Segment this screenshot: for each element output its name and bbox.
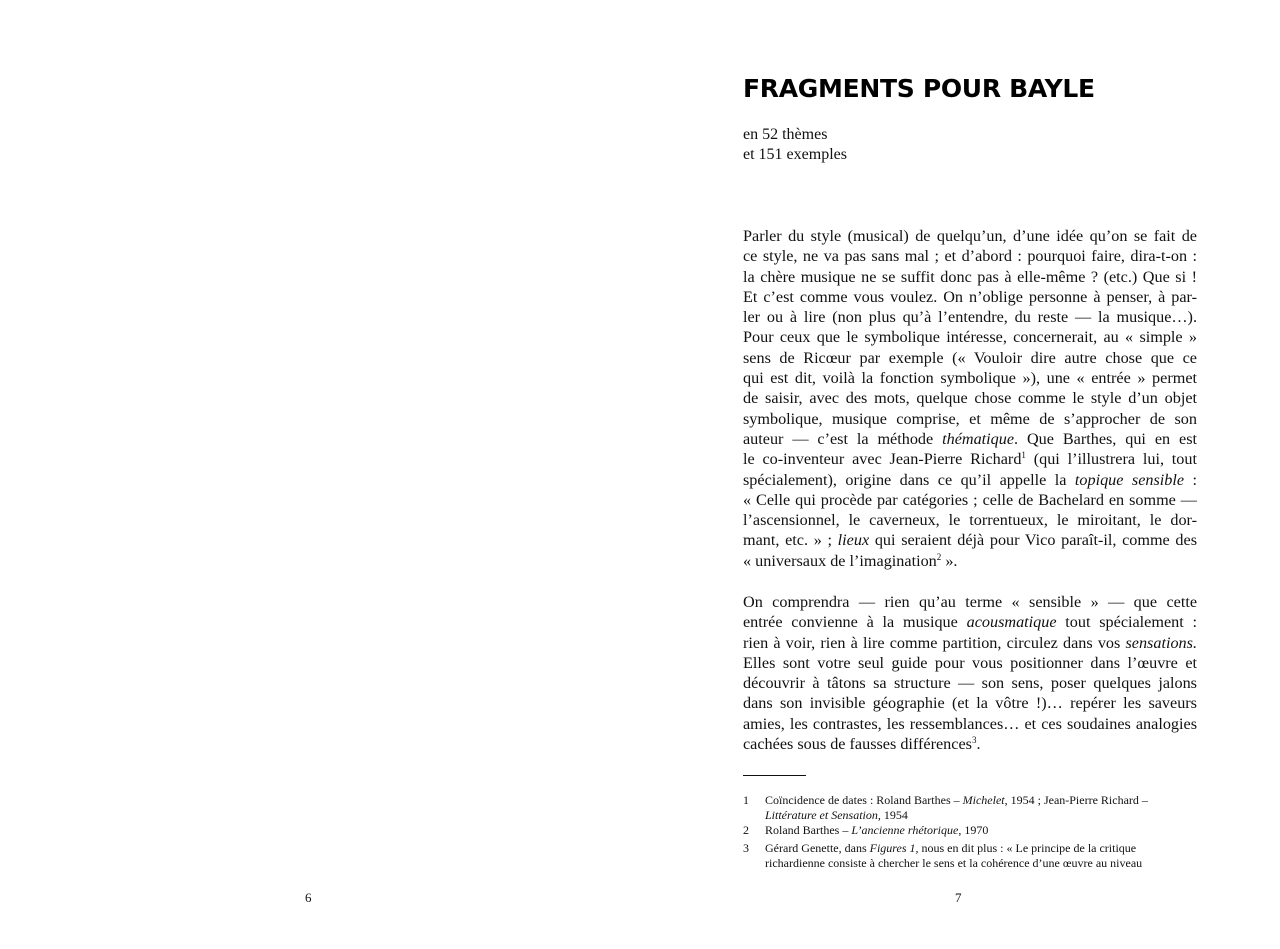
text-line — [743, 551, 1197, 571]
text-run: . Que Barthes, qui en est — [1014, 429, 1197, 448]
text-line — [743, 226, 1197, 246]
text-run: découvrir à tâtons sa structure — son sens, poser quelques jalons — [743, 674, 1197, 693]
text-run: . — [976, 735, 981, 754]
text-run: , 1954 — [877, 808, 908, 822]
text-run: qui est dit, voilà la fonction symbolique »), une « entrée » permet — [743, 369, 1197, 388]
text-line — [743, 388, 1197, 408]
body-paragraph — [743, 592, 1197, 754]
text-run: le co-inventeur avec Jean-Pierre Richard — [743, 450, 1022, 469]
text-run: , 1954 ; Jean-Pierre Richard – — [1004, 793, 1148, 807]
footnote-reference: 1 — [1021, 450, 1026, 461]
page-number: 6 — [305, 890, 312, 905]
text-run: rien à voir, rien à lire comme partition, circulez dans vos — [743, 633, 1126, 652]
text-run: symbolique, musique comprise, et même de s’approcher de son — [743, 409, 1197, 428]
text-line — [743, 409, 1197, 429]
text-run: Coïncidence de dates : Roland Barthes – — [765, 793, 963, 807]
text-run: ler ou à lire (non plus qu’à l’entendre, du reste — la musique…). — [743, 308, 1197, 327]
text-line — [743, 612, 1197, 632]
italic-text: Figures 1 — [869, 841, 916, 855]
footnote-text — [743, 841, 1203, 871]
text-line — [743, 510, 1197, 530]
right-page — [640, 0, 1280, 949]
footnote-line — [765, 808, 1203, 823]
body-paragraph — [743, 226, 1197, 571]
italic-text: acousmatique — [966, 613, 1057, 632]
footnote-number: 3 — [743, 841, 749, 855]
footnote-line — [765, 823, 1203, 838]
footnote-line — [765, 841, 1203, 856]
text-line — [743, 530, 1197, 550]
text-run: l’ascensionnel, le caverneux, le torrentueux, le miroitant, le dor- — [743, 511, 1197, 530]
text-run: « Celle qui procède par catégories ; celle de Bachelard en somme — — [743, 490, 1197, 509]
text-run: de saisir, avec des mots, quelque chose comme le style d’un objet — [743, 389, 1197, 408]
footnote — [743, 841, 1203, 871]
text-run: Et c’est comme vous voulez. On n’oblige personne à penser, à par- — [743, 287, 1197, 306]
italic-text: sensations. — [1125, 633, 1197, 652]
text-run: ce style, ne va pas sans mal ; et d’abord : pourquoi faire, dira-t-on : — [743, 247, 1197, 266]
text-line — [743, 714, 1197, 734]
italic-text: Littérature et Sensation — [765, 808, 878, 822]
text-line — [743, 348, 1197, 368]
text-run: Roland Barthes – — [765, 823, 852, 837]
footnote-reference: 3 — [971, 735, 977, 746]
text-line — [743, 693, 1197, 713]
italic-text: lieux — [837, 531, 870, 550]
text-run: (qui l’illustrera lui, tout — [1025, 450, 1197, 469]
text-line — [743, 267, 1197, 287]
text-run: Pour ceux que le symbolique intéresse, concernerait, au « simple » — [743, 328, 1197, 347]
text-run: richardienne consiste à chercher le sens et la cohérence d’une œuvre au niveau — [765, 856, 1143, 870]
text-run: auteur — c’est la méthode — [743, 429, 943, 448]
text-run: sens de Ricœur par exemple (« Vouloir dire autre chose que ce — [743, 348, 1197, 367]
italic-text: topique sensible — [1074, 470, 1185, 489]
text-line — [743, 592, 1197, 612]
text-run: dans son invisible géographie (et la vôtre !)… repérer les saveurs — [743, 694, 1197, 713]
text-run: Elles sont votre seul guide pour vous positionner dans l’œuvre et — [743, 653, 1197, 672]
text-run: ». — [941, 551, 958, 570]
text-run: : — [1184, 470, 1197, 489]
text-run: , nous en dit plus : « Le principe de la critique — [915, 841, 1137, 855]
text-run: qui seraient déjà pour Vico paraît-il, comme des — [869, 531, 1197, 550]
text-line — [743, 246, 1197, 266]
footnote-text — [743, 823, 1203, 838]
footnote-separator — [743, 775, 806, 776]
footnote — [743, 793, 1203, 823]
text-run: « universaux de l’imagination — [743, 551, 937, 570]
text-line — [743, 673, 1197, 693]
footnote-number: 2 — [743, 823, 749, 837]
footnote-line — [765, 793, 1203, 808]
text-run: Gérard Genette, dans — [765, 841, 870, 855]
text-run: cachées sous de fausses différences — [743, 735, 972, 754]
footnote-number: 1 — [743, 793, 749, 807]
text-run: amies, les contrastes, les ressemblances… et ces soudaines analogies — [743, 714, 1197, 733]
text-run: On comprendra — rien qu’au terme « sensible » — que cette — [743, 593, 1197, 611]
text-line — [743, 368, 1197, 388]
footnote — [743, 823, 1203, 838]
footnote-line — [765, 856, 1203, 871]
footnote-reference: 2 — [936, 551, 942, 562]
text-line — [743, 327, 1197, 347]
footnote-text — [743, 793, 1203, 823]
text-line — [743, 449, 1197, 469]
text-line — [743, 470, 1197, 490]
text-run: mant, etc. » ; — [743, 531, 838, 550]
text-line — [743, 429, 1197, 449]
chapter-title: FRAGMENTS POUR BAYLE — [743, 74, 1095, 103]
text-line — [743, 633, 1197, 653]
subtitle-line: en 52 thèmes — [743, 126, 828, 143]
page-number: 7 — [955, 890, 962, 905]
text-line — [743, 653, 1197, 673]
text-line — [743, 734, 1197, 754]
text-run: entrée convienne à la musique — [743, 613, 967, 632]
text-run: tout spécialement : — [1056, 613, 1197, 632]
text-run: la chère musique ne se suffit donc pas à elle-même ? (etc.) Que si ! — [743, 267, 1197, 286]
italic-text: Michelet — [962, 793, 1005, 807]
italic-text: L’ancienne rhétorique — [851, 823, 959, 837]
text-run: spécialement), origine dans ce qu’il appelle la — [743, 470, 1075, 489]
text-run: , 1970 — [958, 823, 989, 837]
text-run: Parler du style (musical) de quelqu’un, d’une idée qu’on se fait de — [743, 227, 1197, 245]
italic-text: thématique — [942, 429, 1015, 448]
subtitle-line: et 151 exemples — [743, 146, 847, 163]
text-line — [743, 287, 1197, 307]
text-line — [743, 490, 1197, 510]
text-line — [743, 307, 1197, 327]
